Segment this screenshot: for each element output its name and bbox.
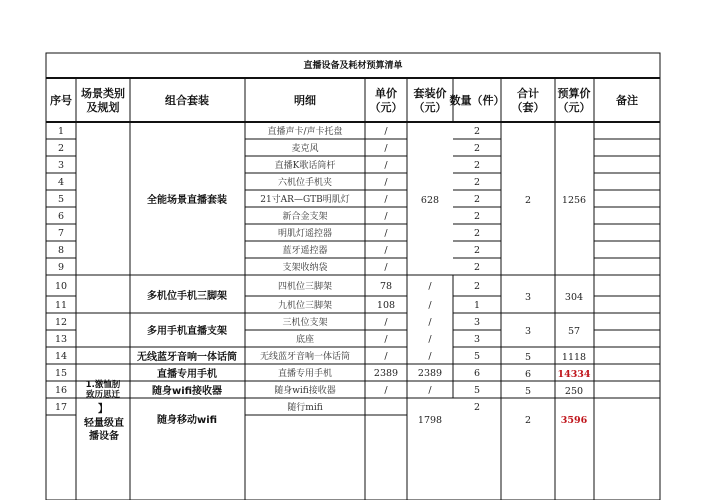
row-qty: 2 [473, 160, 481, 171]
row-qty: 3 [473, 334, 481, 345]
row-detail: 九机位三脚架 [277, 301, 333, 311]
row-qty: 1 [473, 300, 481, 311]
header-note: 备注 [616, 94, 638, 107]
row-qty: 2 [473, 211, 481, 222]
group-cells [137, 193, 591, 426]
row-qty: 5 [473, 351, 481, 362]
row-seq: 15 [54, 368, 68, 379]
scene-category-cell [83, 379, 124, 442]
row-unit-price: / [384, 245, 388, 256]
total-value: 5 [524, 386, 532, 397]
row-detail: 无线蓝牙音响一体话筒 [259, 352, 351, 362]
header-combo: 组合套装 [165, 94, 209, 107]
group-name: 直播专用手机 [157, 369, 217, 380]
row-detail: 新合金支架 [282, 212, 328, 222]
header-unit-price-2: （元） [369, 101, 403, 114]
set-price-value: 1798 [417, 415, 443, 426]
row-detail: 直播专用手机 [277, 369, 333, 379]
row-unit-price: / [384, 211, 388, 222]
budget-value-highlight: 14334 [557, 369, 591, 380]
row-seq: 7 [57, 228, 65, 239]
total-value: 2 [524, 415, 532, 426]
sheet-title: 直播设备及耗材预算清单 [303, 61, 403, 71]
row-set-price: 2389 [417, 368, 443, 379]
header-budget-2: （元） [557, 101, 591, 114]
row-seq: 14 [54, 351, 68, 362]
total-value: 5 [524, 352, 532, 363]
total-value: 6 [524, 369, 532, 380]
header-row [50, 86, 638, 114]
group-name: 无线蓝牙音响一体话筒 [137, 352, 237, 363]
row-qty: 2 [473, 194, 481, 205]
row-seq: 11 [54, 300, 68, 311]
row-seq: 1 [57, 126, 65, 137]
row-seq: 16 [54, 385, 68, 396]
header-scene: 场景类别 [81, 87, 125, 100]
budget-value: 1256 [561, 195, 587, 206]
set-price-value: 628 [420, 195, 440, 206]
row-qty: 3 [473, 317, 481, 328]
row-detail: 21寸AR—GTB明肌灯 [260, 195, 350, 205]
row-qty: 2 [473, 281, 481, 292]
row-qty: 2 [473, 228, 481, 239]
row-set-price: / [428, 334, 432, 345]
row-seq: 13 [54, 334, 68, 345]
header-budget: 预算价 [557, 87, 591, 100]
budget-value: 57 [567, 326, 581, 337]
scene-text-partial: 1.激恤肕 [85, 380, 121, 390]
row-unit-price: / [384, 177, 388, 188]
group-name: 随身wifi接收器 [151, 386, 223, 397]
row-qty: 2 [473, 143, 481, 154]
grid-lines [46, 78, 660, 500]
header-unit-price: 单价 [375, 87, 397, 100]
row-detail: 随行mifi [287, 403, 323, 413]
scene-name: 轻量级直 [84, 418, 124, 429]
row-seq: 8 [57, 245, 65, 256]
row-unit-price: 108 [376, 300, 396, 311]
row-set-price: / [428, 385, 432, 396]
row-seq: 12 [54, 317, 68, 328]
header-set-price-2: （元） [413, 101, 447, 114]
row-detail: 底座 [295, 335, 315, 345]
row-seq: 6 [57, 211, 65, 222]
group-name: 多用手机直播支架 [147, 326, 227, 337]
row-qty: 2 [473, 126, 481, 137]
row-detail: 随身wifi接收器 [274, 386, 336, 396]
row-seq: 17 [54, 402, 68, 413]
row-set-price: / [428, 300, 432, 311]
row-qty: 2 [473, 177, 481, 188]
header-qty: 数量（件） [449, 94, 505, 107]
header-set-price: 套装价 [413, 87, 447, 100]
header-scene-2: 及规划 [86, 101, 120, 114]
row-detail: 直播K歌话筒杆 [274, 161, 336, 171]
row-unit-price: 78 [379, 281, 393, 292]
row-seq: 3 [57, 160, 65, 171]
total-value: 3 [524, 326, 532, 337]
scene-name-2: 播设备 [89, 431, 119, 442]
row-unit-price: / [384, 143, 388, 154]
row-qty: 2 [473, 402, 481, 413]
row-unit-price: / [384, 194, 388, 205]
header-total: 合计 [517, 87, 539, 100]
data-rows [55, 125, 480, 413]
row-detail: 麦克风 [291, 144, 319, 154]
table-frame [46, 53, 660, 500]
budget-value: 304 [564, 292, 584, 303]
scene-bracket: 】 [98, 404, 108, 415]
row-detail: 三机位支架 [282, 318, 328, 328]
row-detail: 蓝牙遥控器 [282, 246, 328, 256]
header-detail: 明细 [294, 94, 316, 107]
row-unit-price: / [384, 126, 388, 137]
row-seq: 2 [57, 143, 65, 154]
row-qty: 2 [473, 245, 481, 256]
row-seq: 5 [57, 194, 65, 205]
header-total-2: （套） [511, 101, 545, 114]
row-set-price: / [428, 281, 432, 292]
row-detail: 支架收纳袋 [282, 263, 328, 273]
budget-value-highlight: 3596 [560, 415, 588, 426]
row-qty: 6 [473, 368, 481, 379]
row-unit-price: / [384, 385, 388, 396]
total-value: 3 [524, 292, 532, 303]
row-qty: 5 [473, 385, 481, 396]
row-seq: 9 [57, 262, 65, 273]
row-unit-price: / [384, 262, 388, 273]
row-unit-price: / [384, 334, 388, 345]
row-detail: 直播声卡/声卡托盘 [267, 127, 343, 137]
row-detail: 明肌灯遥控器 [277, 229, 333, 239]
scene-text-partial-2: 致历思迁 [85, 390, 121, 400]
row-seq: 4 [57, 177, 65, 188]
row-set-price: / [428, 351, 432, 362]
total-value: 2 [524, 195, 532, 206]
row-detail: 四机位三脚架 [277, 282, 333, 292]
row-unit-price: / [384, 160, 388, 171]
budget-value: 1118 [561, 352, 587, 363]
row-unit-price: / [384, 228, 388, 239]
row-unit-price: / [384, 317, 388, 328]
group-name: 随身移动wifi [156, 415, 218, 426]
row-qty: 2 [473, 262, 481, 273]
group-name: 多机位手机三脚架 [147, 291, 227, 302]
row-unit-price: / [384, 351, 388, 362]
row-seq: 10 [54, 281, 68, 292]
row-unit-price: 2389 [373, 368, 399, 379]
row-set-price: / [428, 317, 432, 328]
budget-value: 250 [564, 386, 584, 397]
group-name: 全能场景直播套装 [147, 195, 227, 206]
row-detail: 六机位手机夹 [277, 178, 333, 188]
header-seq: 序号 [50, 94, 72, 107]
